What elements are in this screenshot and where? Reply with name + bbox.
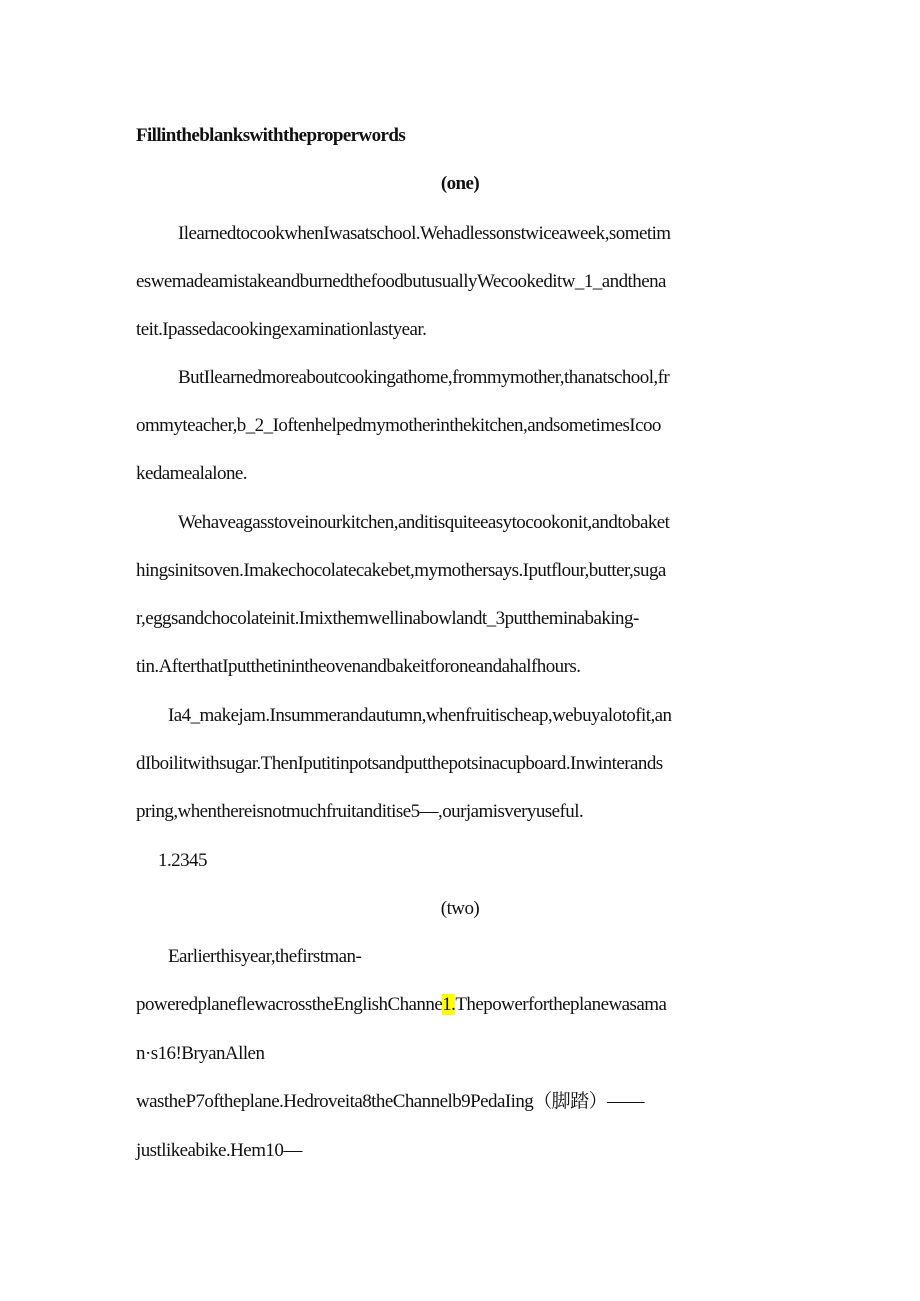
section-two-line-1: Earlierthisyear,thefirstman-: [168, 946, 362, 967]
paragraph-4-line-3: pring,whenthereisnotmuchfruitanditise5—,ourjamisveryuseful.: [136, 801, 584, 822]
paragraph-3-line-1: Wehaveagasstoveinourkitchen,anditisquiteeasytocookonit,andtobaket: [178, 512, 670, 533]
paragraph-2-line-1: ButIlearnedmoreaboutcookingathome,frommymother,thanatschool,fr: [178, 367, 670, 388]
section-two-line-5: justlikeabike.Hem10—: [136, 1140, 302, 1161]
section-two-heading: (two): [440, 898, 480, 919]
section-two-line-3: n·s16!BryanAllen: [136, 1043, 265, 1064]
paragraph-3-line-3: r,eggsandchocolateinit.Imixthemwellinabowlandt_3puttheminabaking-: [136, 608, 639, 629]
paragraph-4-line-2: dIboilitwithsugar.ThenIputitinpotsandputthepotsinacupboard.Inwinterands: [136, 753, 663, 774]
section-one-heading: (one): [440, 173, 480, 194]
paragraph-2-line-3: kedamealalone.: [136, 463, 247, 484]
section-two-line-2: [136, 993, 666, 1017]
section-two-line-2-start: poweredplaneflewacrosstheEnglishChanne: [136, 994, 443, 1015]
paragraph-2-line-2: ommyteacher,b_2_Ioftenhelpedmymotherinthekitchen,andsometimesIcoo: [136, 415, 661, 436]
paragraph-4-line-1: Ia4_makejam.Insummerandautumn,whenfruitischeap,webuyalotofit,an: [168, 705, 672, 726]
answer-line: 1.2345: [158, 850, 207, 871]
highlighted-text: 1.: [442, 994, 456, 1015]
document-title: Fillintheblankswiththeproperwords: [136, 125, 406, 146]
section-two-line-2-end: Thepowerfortheplanewasama: [455, 994, 667, 1015]
section-two-line-4: wastheP7oftheplane.Hedroveita8theChannelb9PedaIing（脚踏）——: [136, 1091, 644, 1112]
paragraph-3-line-4: tin.AfterthatIputthetinintheovenandbakeitforoneandahalfhours.: [136, 656, 581, 677]
paragraph-3-line-2: hingsinitsoven.Imakechocolatecakebet,mymothersays.Iputflour,butter,suga: [136, 560, 666, 581]
paragraph-1-line-1: IlearnedtocookwhenIwasatschool.Wehadlessonstwiceaweek,sometim: [178, 223, 671, 244]
paragraph-1-line-2: eswemadeamistakeandburnedthefoodbutusuallyWecookeditw_1_andthena: [136, 271, 666, 292]
paragraph-1-line-3: teit.Ipassedacookingexaminationlastyear.: [136, 319, 427, 340]
